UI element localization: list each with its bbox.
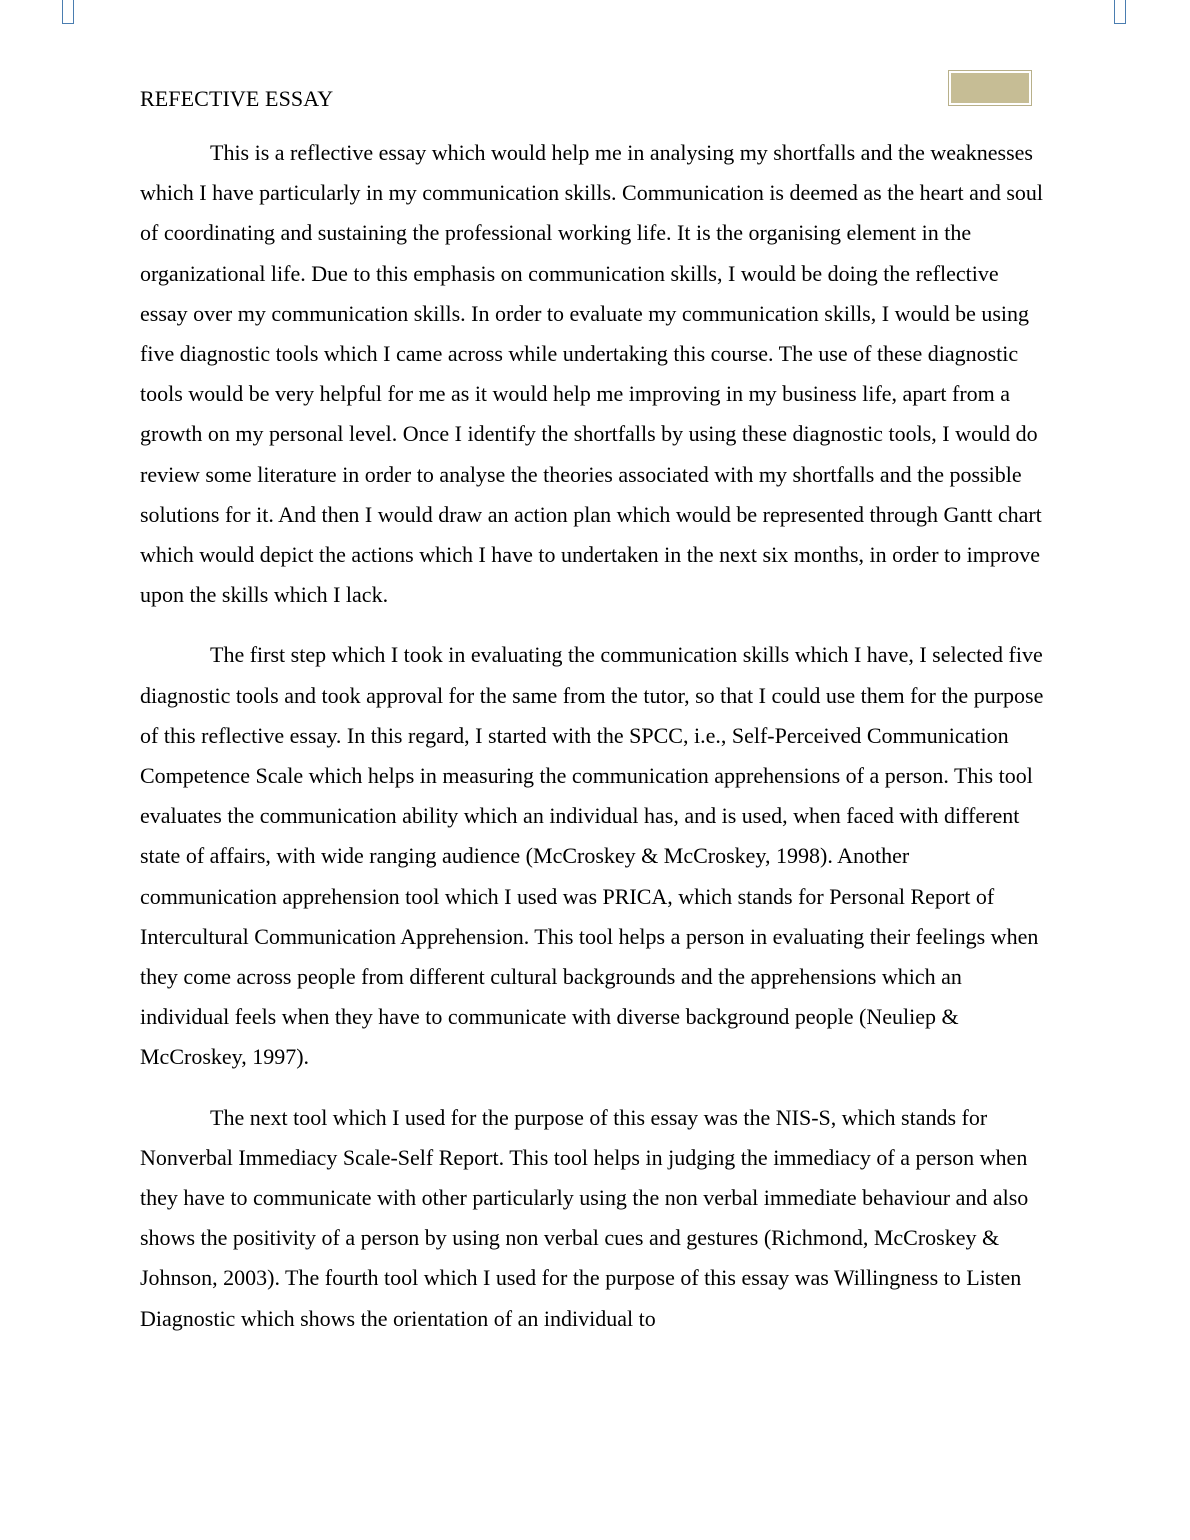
right-margin-marker <box>1114 0 1126 24</box>
page-header <box>140 84 1050 114</box>
left-margin-marker <box>62 0 74 24</box>
page-number-box <box>948 70 1032 106</box>
header-title: REFECTIVE ESSAY <box>140 86 334 111</box>
paragraph: The next tool which I used for the purpose of this essay was the NIS-S, which stands for Nonverbal Immediacy Scale-Self Report. This tool helps in judging the immediacy of a person when they have to communicate with other particularly using the non verbal immediate behaviour and also shows the positivity of a person by using non verbal cues and gestures (Richmond, McCroskey & Johnson, 2003). The fourth tool which I used for the purpose of this essay was Willingness to Listen Diagnostic which shows the orientation of an individual to <box>140 1104 1029 1331</box>
paragraph: The first step which I took in evaluating the communication skills which I have, I selected five diagnostic tools and took approval for the same from the tutor, so that I could use them for the purpose of this reflective essay. In this regard, I started with the SPCC, i.e., Self-Perceived Communication Competence Scale which helps in measuring the communication apprehensions of a person. This tool evaluates the communication ability which an individual has, and is used, when faced with different state of affairs, with wide ranging audience (McCroskey & McCroskey, 1998). Another communication apprehension tool which I used was PRICA, which stands for Personal Report of Intercultural Communication Apprehension. This tool helps a person in evaluating their feelings when they come across people from different cultural backgrounds and the apprehensions which an individual feels when they have to communicate with diverse background people (Neuliep & McCroskey, 1997). <box>140 642 1044 1070</box>
paragraph: This is a reflective essay which would help me in analysing my shortfalls and the weaknesses which I have particularly in my communication skills. Communication is deemed as the heart and soul of coordinating and sustaining the professional working life. It is the organising element in the organizational life. Due to this emphasis on communication skills, I would be doing the reflective essay over my communication skills. In order to evaluate my communication skills, I would be using five diagnostic tools which I came across while undertaking this course. The use of these diagnostic tools would be very helpful for me as it would help me improving in my business life, apart from a growth on my personal level. Once I identify the shortfalls by using these diagnostic tools, I would do review some literature in order to analyse the theories associated with my shortfalls and the possible solutions for it. And then I would draw an action plan which would be represented through Gantt chart which would depict the actions which I have to undertaken in the next six months, in order to improve upon the skills which I lack. <box>140 140 1044 608</box>
page-number-box-fill <box>951 73 1029 103</box>
document-body <box>140 133 1050 1359</box>
